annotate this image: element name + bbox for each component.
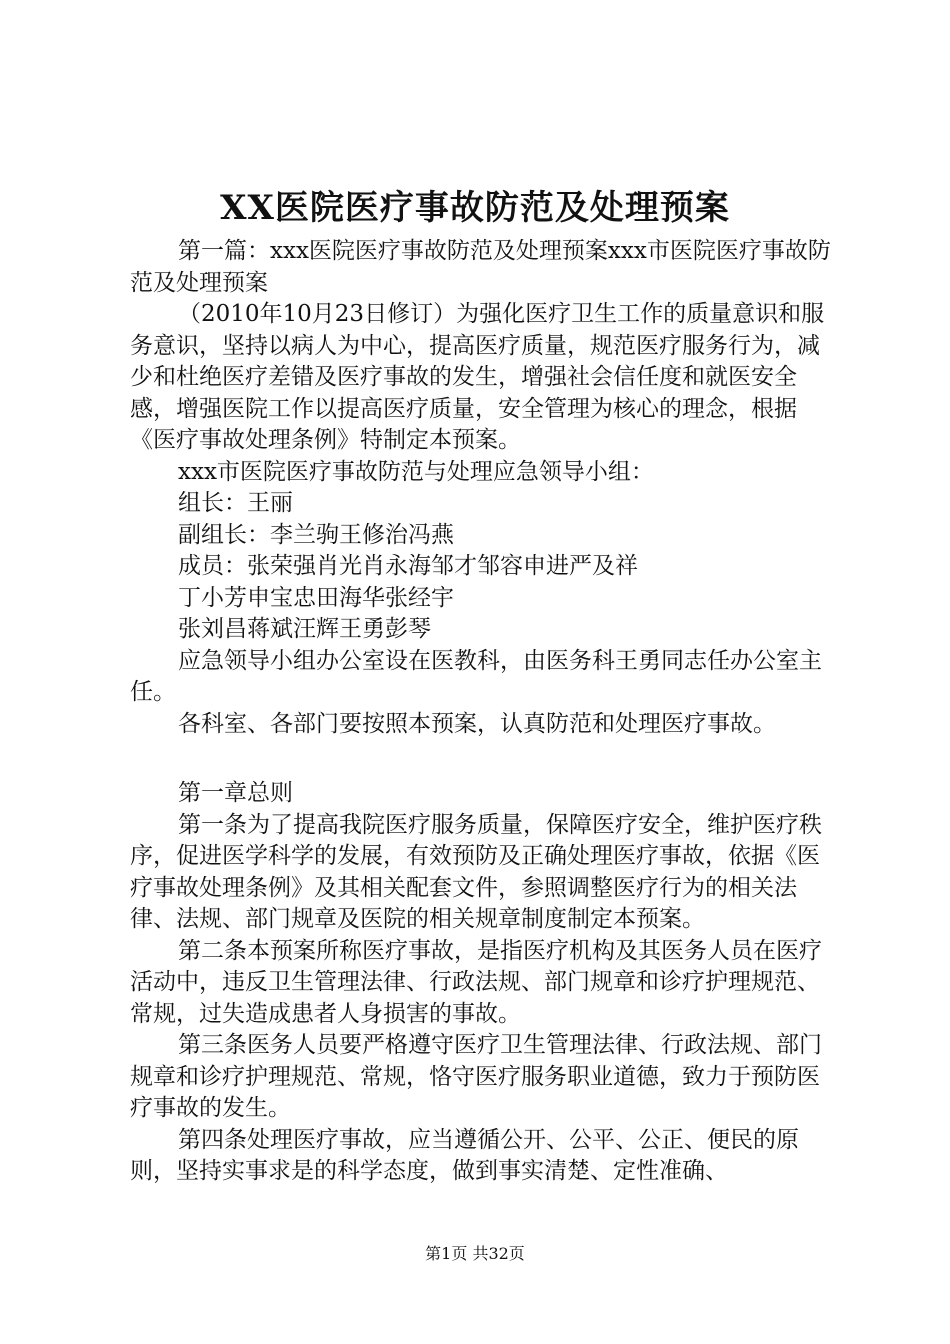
paragraph: xxx市医院医疗事故防范与处理应急领导小组： (178, 458, 654, 485)
page-number-footer: 第1页 共32页 (425, 1244, 525, 1263)
paragraph: 第四条处理医疗事故，应当遵循公开、公平、公正、便民的原则，坚持实事求是的科学态度，做到事实清楚、定性准确、 (130, 1126, 799, 1184)
paragraph: 组长：王丽 (178, 490, 293, 516)
paragraph: 丁小芳申宝忠田海华张经宇 (178, 584, 454, 611)
paragraph: 各科室、各部门要按照本预案，认真防范和处理医疗事故。 (178, 710, 776, 737)
document-body (130, 236, 842, 1188)
paragraph: 第二条本预案所称医疗事故，是指医疗机构及其医务人员在医疗活动中，违反卫生管理法律、行政法规、部门规章和诊疗护理规范、常规，过失造成患者人身损害的事故。 (130, 937, 822, 1027)
paragraph: 副组长：李兰驹王修治冯燕 (178, 521, 454, 548)
paragraph: 成员：张荣强肖光肖永海邹才邹容申进严及祥 (178, 553, 638, 579)
chapter-heading: 第一章总则 (178, 780, 293, 806)
paragraph: （2010年10月23日修订）为强化医疗卫生工作的质量意识和服务意识，坚持以病人为中心，提高医疗质量，规范医疗服务行为，减少和杜绝医疗差错及医疗事故的发生，增强社会信任度和就医安全感，增强医院工作以提高医疗质量，安全管理为核心的理念，根据《医疗事故处理条例》特制定本预案。 (130, 301, 825, 453)
paragraph: 张刘昌蒋斌汪辉王勇彭琴 (178, 616, 431, 642)
paragraph: 第三条医务人员要严格遵守医疗卫生管理法律、行政法规、部门规章和诊疗护理规范、常规，恪守医疗服务职业道德，致力于预防医疗事故的发生。 (130, 1032, 822, 1121)
paragraph-spacer (130, 740, 842, 778)
paragraph: 第一篇：xxx医院医疗事故防范及处理预案xxx市医院医疗事故防范及处理预案 (130, 238, 831, 296)
document-title: XX医院医疗事故防范及处理预案 (220, 188, 730, 228)
paragraph: 第一条为了提高我院医疗服务质量，保障医疗安全，维护医疗秩序，促进医学科学的发展，有效预防及正确处理医疗事故，依据《医疗事故处理条例》及其相关配套文件，参照调整医疗行为的相关法律、法规、部门规章及医院的相关规章制度制定本预案。 (130, 811, 822, 932)
paragraph: 应急领导小组办公室设在医教科，由医务科王勇同志任办公室主任。 (130, 647, 822, 705)
